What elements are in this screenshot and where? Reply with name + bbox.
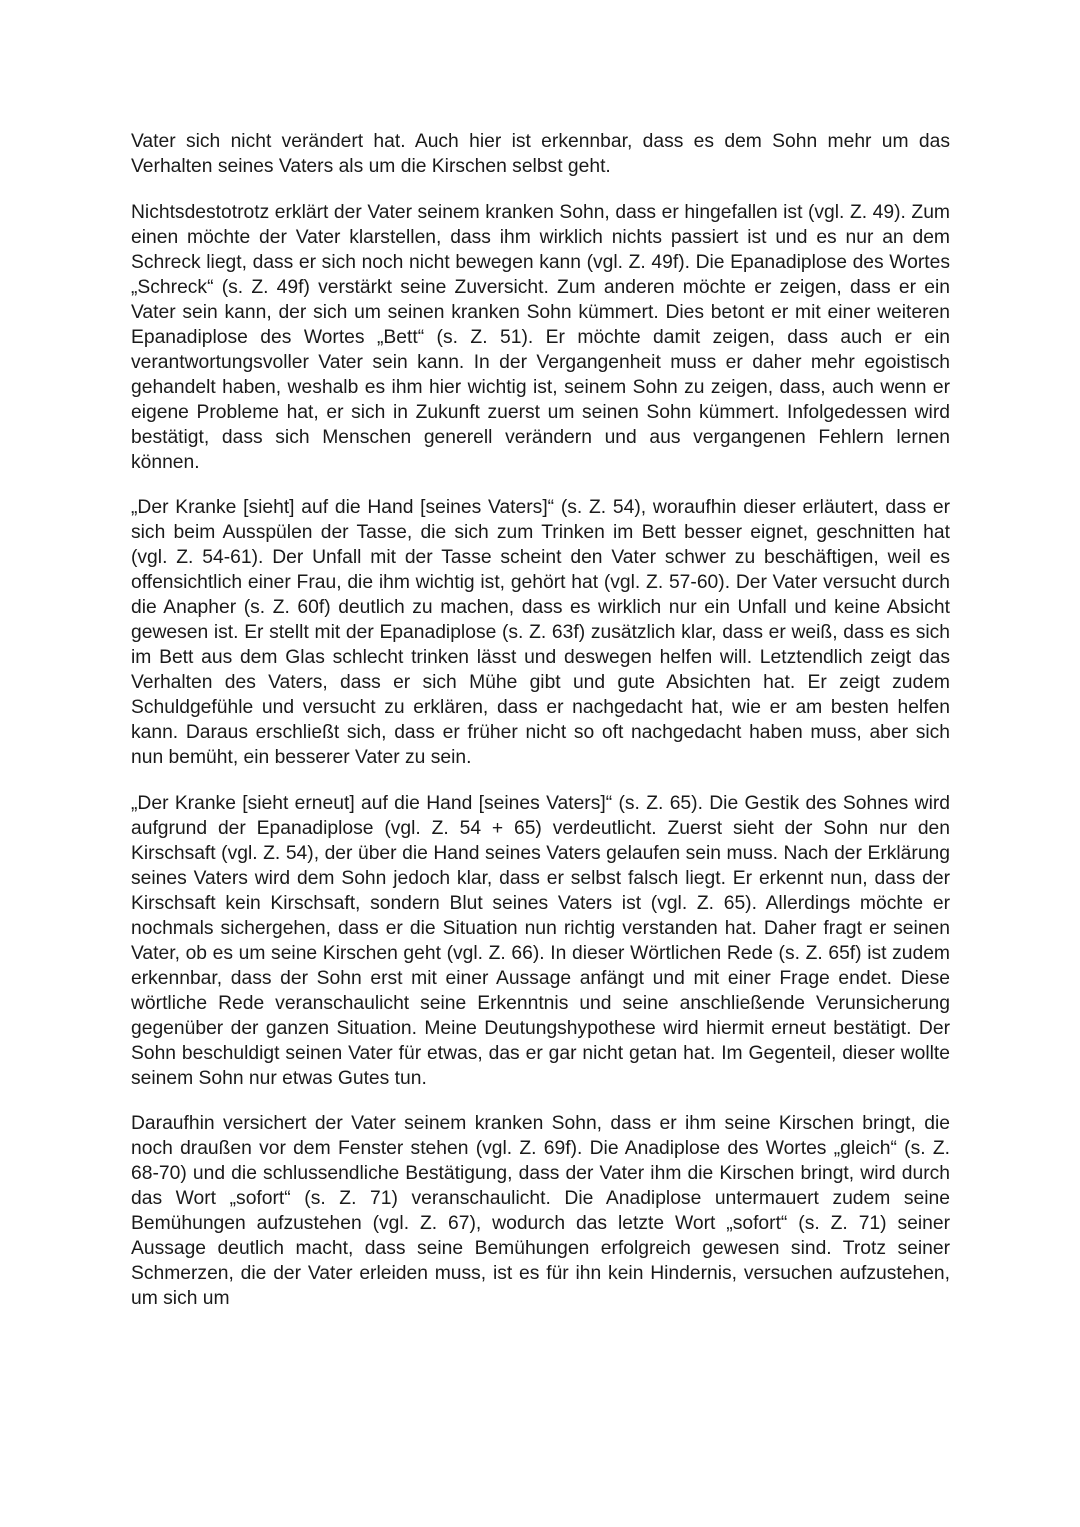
paragraph-4: „Der Kranke [sieht erneut] auf die Hand [seines Vaters]“ (s. Z. 65). Die Gestik des Sohnes wird aufgrund der Epanadiplose (vgl. Z. 54 + 65) verdeutlicht. Zuerst sieht der Sohn nur den Kirschsaft (vgl. Z. 54), der über die Hand seines Vaters gelaufen sein muss. Nach der Erklärung seines Vaters wird dem Sohn jedoch klar, dass er selbst falsch liegt. Er erkennt nun, dass der Kirschsaft kein Kirschsaft, sondern Blut seines Vaters ist (vgl. Z. 65). Allerdings möchte er nochmals sichergehen, dass er die Situation nun richtig verstanden hat. Daher fragt er seinen Vater, ob es um seine Kirschen geht (vgl. Z. 66). In dieser Wörtlichen Rede (s. Z. 65f) ist zudem erkennbar, dass der Sohn erst mit einer Aussage anfängt und mit einer Frage endet. Diese wörtliche Rede veranschaulicht seine Erkenntnis und seine anschließende Verunsicherung gegenüber der ganzen Situation. Meine Deutungshypothese wird hiermit erneut bestätigt. Der Sohn beschuldigt seinen Vater für etwas, das er gar nicht getan hat. Im Gegenteil, dieser wollte seinem Sohn nur etwas Gutes tun. — [131, 792, 950, 1089]
paragraph-3: „Der Kranke [sieht] auf die Hand [seines Vaters]“ (s. Z. 54), woraufhin dieser erläutert, dass er sich beim Ausspülen der Tasse, die sich zum Trinken im Bett besser eignet, geschnitten hat (vgl. Z. 54-61). Der Unfall mit der Tasse scheint den Vater schwer zu beschäftigen, weil es offensichtlich einer Frau, die ihm wichtig ist, gehört hat (vgl. Z. 57-60). Der Vater versucht durch die Anapher (s. Z. 60f) deutlich zu machen, dass es wirklich nur ein Unfall und keine Absicht gewesen ist. Er stellt mit der Epanadiplose (s. Z. 63f) zusätzlich klar, dass er weiß, dass es sich im Bett aus dem Glas schlecht trinken lässt und deswegen helfen will. Letztendlich zeigt das Verhalten des Vaters, dass er sich Mühe gibt und gute Absichten hat. Er zeigt zudem Schuldgefühle und versucht zu erklären, dass er nachgedacht hat, wie er am besten helfen kann. Daraus erschließt sich, dass er früher nicht so oft nachgedacht haben muss, aber sich nun bemüht, ein besserer Vater zu sein. — [131, 497, 950, 768]
document-page — [131, 129, 950, 1311]
paragraph-5: Daraufhin versichert der Vater seinem kranken Sohn, dass er ihm seine Kirschen bringt, die noch draußen vor dem Fenster stehen (vgl. Z. 69f). Die Anadiplose des Wortes „gleich“ (s. Z. 68-70) und die schlussendliche Bestätigung, dass der Vater ihm die Kirschen bringt, wird durch das Wort „sofort“ (s. Z. 71) veranschaulicht. Die Anadiplose untermauert zudem seine Bemühungen aufzustehen (vgl. Z. 67), wodurch das letzte Wort „sofort“ (s. Z. 71) seiner Aussage deutlich macht, dass seine Bemühungen erfolgreich gewesen sind. Trotz seiner Schmerzen, die der Vater erleiden muss, ist es für ihn kein Hindernis, versuchen aufzustehen, um sich um — [131, 1113, 950, 1309]
paragraph-2: Nichtsdestotrotz erklärt der Vater seinem kranken Sohn, dass er hingefallen ist (vgl. Z. 49). Zum einen möchte der Vater klarstellen, dass ihm wirklich nichts passiert ist und es nur an dem Schreck liegt, dass er sich noch nicht bewegen kann (vgl. Z. 49f). Die Epanadiplose des Wortes „Schreck“ (s. Z. 49f) verstärkt seine Zuversicht. Zum anderen möchte er zeigen, dass er ein Vater sein kann, der sich um seinen kranken Sohn kümmert. Dies betont er mit einer weiteren Epanadiplose des Wortes „Bett“ (s. Z. 51). Er möchte damit zeigen, dass auch er ein verantwortungsvoller Vater sein kann. In der Vergangenheit muss er daher mehr egoistisch gehandelt haben, weshalb es ihm hier wichtig ist, seinem Sohn zu zeigen, dass, auch wenn er eigene Probleme hat, er sich in Zukunft zuerst um seinen Sohn kümmert. Infolgedessen wird bestätigt, dass sich Menschen generell verändern und aus vergangenen Fehlern lernen können. — [131, 201, 950, 473]
paragraph-1: Vater sich nicht verändert hat. Auch hier ist erkennbar, dass es dem Sohn mehr um das Verhalten seines Vaters als um die Kirschen selbst geht. — [131, 131, 950, 177]
